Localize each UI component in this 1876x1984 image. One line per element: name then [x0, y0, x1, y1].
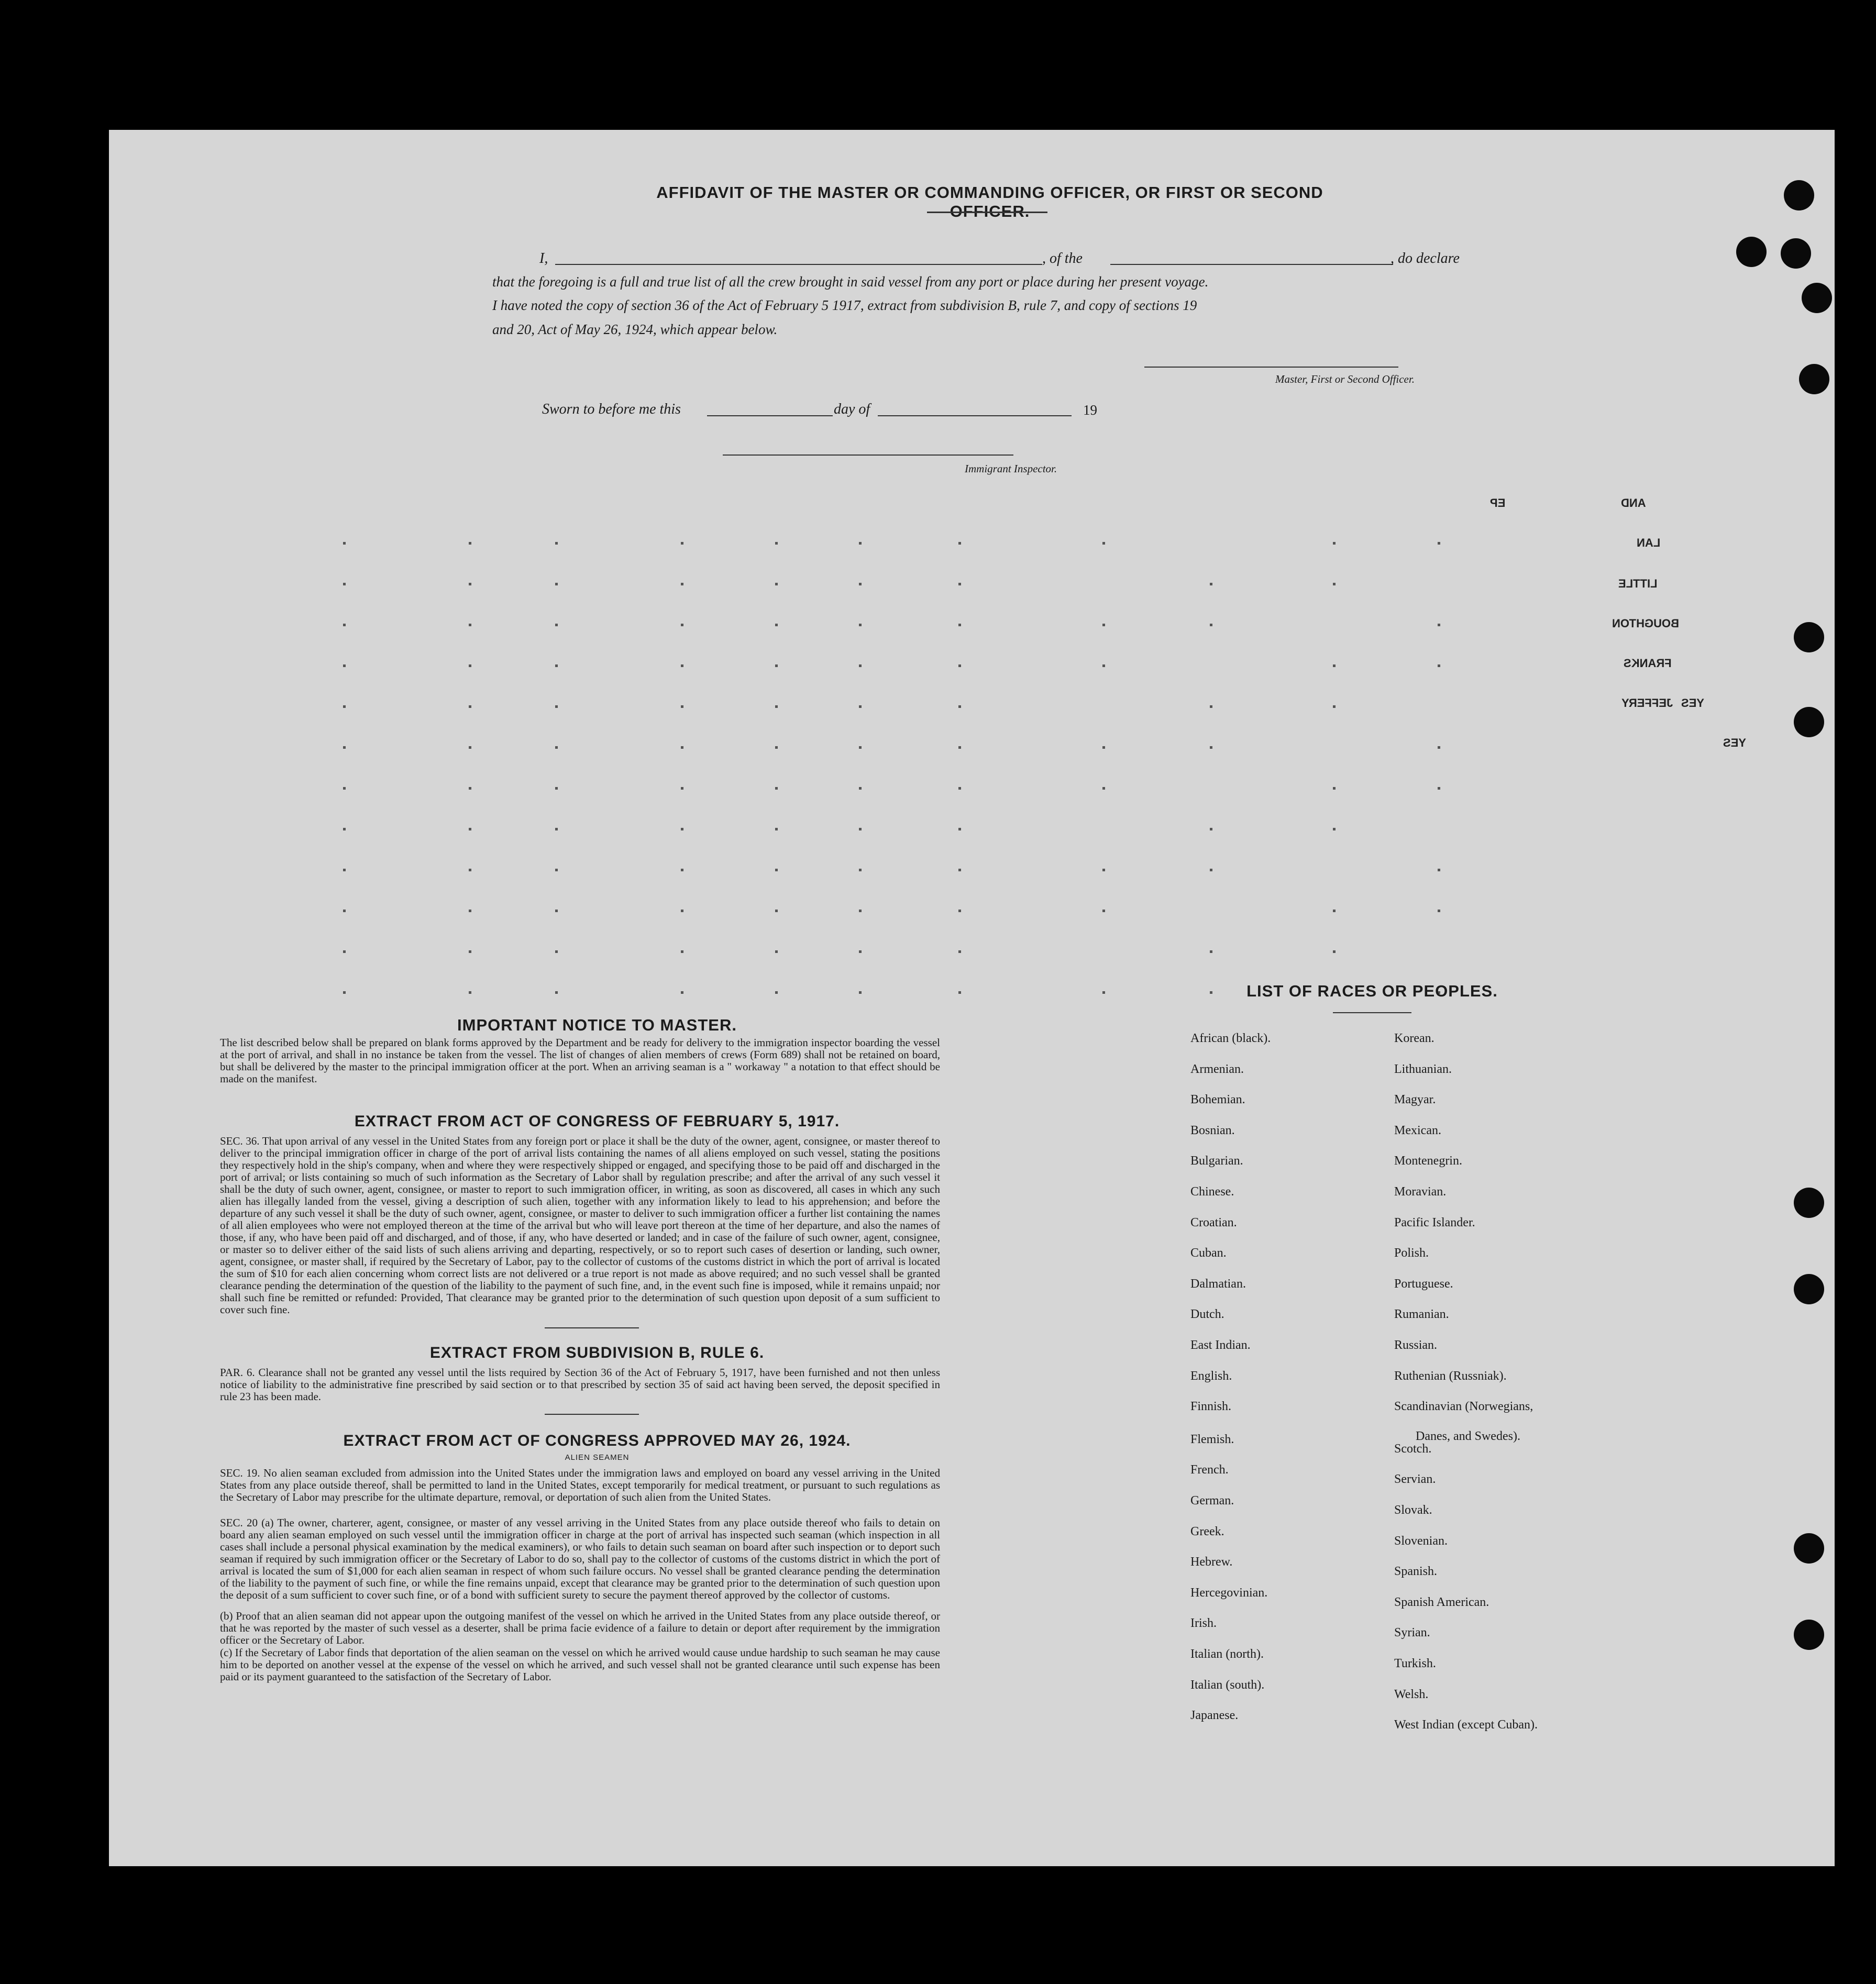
affidavit-do-declare: , do declare — [1391, 250, 1460, 267]
bleed-through-dot — [469, 542, 471, 545]
punch-hole — [1784, 180, 1814, 210]
section-divider — [545, 1414, 639, 1415]
bleed-through-dot — [1333, 583, 1336, 585]
races-title: LIST OF RACES OR PEOPLES. — [1246, 982, 1498, 1000]
race-item: Syrian. — [1394, 1626, 1430, 1639]
race-item: Bulgarian. — [1190, 1154, 1243, 1168]
race-item: Dutch. — [1190, 1307, 1224, 1321]
inspector-caption: Immigrant Inspector. — [965, 462, 1057, 475]
bleed-through-dot — [469, 869, 471, 871]
bleed-through-dot — [1333, 542, 1336, 545]
race-item: East Indian. — [1190, 1338, 1251, 1352]
bleed-through-dot — [681, 542, 683, 545]
bleed-through-dot — [1210, 950, 1212, 953]
bleed-through-dot — [1102, 664, 1105, 667]
bleed-through-dot — [775, 828, 778, 830]
bleed-through-dot — [469, 910, 471, 912]
race-item: Dalmatian. — [1190, 1277, 1246, 1291]
extract-1924-sec20a: SEC. 20 (a) The owner, charterer, agent, consignee, or master of any vessel arriving in the United States from any place outside thereof who fails to detain on board any alien seaman employed on such vessel until the immigration officer in charge at the port of arrival has inspected such seaman (which inspection in all cases shall include a personal physical examination by the medical examiners), or who fails to detain such seaman on board after such inspection or to deport such seaman if required by such immigration officer or the Secretary of Labor to do so, shall pay to the collector of customs of the customs district in which the port of arrival is located the sum of $1,000 for each alien seaman in respect of whom such failure occurs. No vessel shall be granted clearance pending the determination of the liability to the payment of such fine, or while the fine remains unpaid, except that clearance may be granted prior to the determination of such question upon the deposit of a sum sufficient to cover such fine, or of a bond with sufficient surety to secure the payment thereof approved by the collector of customs. — [220, 1516, 940, 1601]
bleed-through-word: FRANKS — [1624, 657, 1672, 670]
race-item: Irish. — [1190, 1616, 1217, 1630]
notice-title: IMPORTANT NOTICE TO MASTER. — [457, 1016, 737, 1034]
bleed-through-dot — [555, 910, 558, 912]
bleed-through-dot — [859, 869, 862, 871]
bleed-through-dot — [343, 705, 346, 708]
bleed-through-dot — [469, 664, 471, 667]
race-item: Italian (north). — [1190, 1647, 1264, 1661]
race-item: Cuban. — [1190, 1246, 1227, 1260]
punch-hole — [1799, 364, 1829, 394]
bleed-through-dot — [958, 664, 961, 667]
bleed-through-dot — [775, 991, 778, 994]
bleed-through-dot — [1210, 583, 1212, 585]
punch-hole — [1794, 707, 1824, 737]
bleed-through-dot — [958, 542, 961, 545]
punch-hole — [1794, 1620, 1824, 1650]
affidavit-line2: that the foregoing is a full and true list of all the crew brought in said vessel from any port or place during her present voyage. — [492, 274, 1209, 290]
bleed-through-dot — [1102, 910, 1105, 912]
affidavit-line3: I have noted the copy of section 36 of the Act of February 5 1917, extract from subdivision B, rule 7, and copy of sections 19 — [492, 297, 1197, 313]
bleed-through-dot — [958, 787, 961, 790]
punch-hole — [1736, 237, 1767, 267]
bleed-through-dot — [681, 991, 683, 994]
bleed-through-dot — [681, 828, 683, 830]
bleed-through-word: LAN — [1637, 536, 1661, 549]
bleed-through-dot — [469, 787, 471, 790]
race-item: Servian. — [1394, 1472, 1436, 1486]
day-of-label: day of — [834, 401, 870, 417]
bleed-through-dot — [1210, 991, 1212, 994]
title-underline — [927, 212, 1047, 213]
race-item: Spanish American. — [1394, 1595, 1489, 1609]
bleed-through-word: EP — [1490, 496, 1506, 509]
punch-hole — [1781, 238, 1811, 269]
bleed-through-dot — [555, 583, 558, 585]
bleed-through-dot — [1438, 624, 1440, 626]
bleed-through-dot — [555, 542, 558, 545]
bleed-through-dot — [469, 624, 471, 626]
bleed-through-dot — [1438, 746, 1440, 749]
bleed-through-dot — [1210, 828, 1212, 830]
bleed-through-dot — [859, 746, 862, 749]
bleed-through-dot — [775, 705, 778, 708]
sworn-label: Sworn to before me this — [542, 401, 681, 417]
bleed-through-dot — [958, 705, 961, 708]
bleed-through-dot — [343, 746, 346, 749]
bleed-through-dot — [958, 991, 961, 994]
race-item: German. — [1190, 1494, 1234, 1508]
bleed-through-dot — [775, 869, 778, 871]
race-item: Slovak. — [1394, 1503, 1432, 1517]
bleed-through-dot — [343, 950, 346, 953]
bleed-through-dot — [555, 787, 558, 790]
bleed-through-dot — [958, 828, 961, 830]
race-item: Pacific Islander. — [1394, 1216, 1475, 1229]
affidavit-of-the: , of the — [1042, 250, 1083, 267]
bleed-through-dot — [343, 910, 346, 912]
bleed-through-dot — [469, 746, 471, 749]
bleed-through-dot — [859, 828, 862, 830]
race-item: Scandinavian (Norwegians, — [1394, 1400, 1533, 1413]
race-item: Moravian. — [1394, 1185, 1447, 1199]
punch-hole — [1794, 1533, 1824, 1564]
bleed-through-dot — [1333, 705, 1336, 708]
bleed-through-dot — [958, 746, 961, 749]
bleed-through-dot — [859, 910, 862, 912]
bleed-through-dot — [859, 705, 862, 708]
bleed-through-dot — [343, 787, 346, 790]
bleed-through-dot — [859, 787, 862, 790]
race-item: French. — [1190, 1463, 1229, 1477]
affidavit-line1-i: I, — [539, 250, 548, 267]
bleed-through-dot — [1210, 705, 1212, 708]
bleed-through-dot — [343, 583, 346, 585]
extract-1924-sec19: SEC. 19. No alien seaman excluded from admission into the United States under the immigration laws and employed on board any vessel arriving in the United States from any place outside thereof, shall be permitted to land in the United States, except temporarily for medical treatment, or pursuant to such regulations as the Secretary of Labor may prescribe for the ultimate departure, removal, or deportation of such alien from the United States. — [220, 1467, 940, 1503]
bleed-through-dot — [555, 991, 558, 994]
bleed-through-word: LITTLE — [1618, 577, 1658, 590]
bleed-through-dot — [343, 828, 346, 830]
extract-1917-body: SEC. 36. That upon arrival of any vessel in the United States from any foreign port or place it shall be the duty of the owner, agent, consignee, or master thereof to deliver to the principal immigration officer in charge of the port of arrival lists containing the names of all aliens employed on such vessel, stating the positions they respectively hold in the ship's company, when and where they were respectively shipped or engaged, and specifying those to be paid off and discharged in the port of arrival; or lists containing so much of such information as the Secretary of Labor shall by regulation prescribe; and after the arrival of any such vessel it shall be the duty of such owner, agent, consignee, or master to report to such immigration officer, in writing, as soon as discovered, all cases in which any such alien has illegally landed from the vessel, giving a description of such alien, together with any information likely to lead to his apprehension; and before the departure of any such vessel it shall be the duty of such owner, agent, consignee, or master to deliver to such immigration officer a further list containing the names of all alien employees who were not employed thereon at the time of the arrival but who will leave port thereon at the time of her departure, and also the names of those, if any, who have been paid off and discharged, and of those, if any, who have deserted or landed; and in case of the failure of such owner, agent, consignee, or master so to deliver either of the said lists of such aliens arriving and departing, respectively, or so to report such cases of desertion or landing, such owner, agent, consignee, or master shall, if required by the Secretary of Labor, pay to the collector of customs of the customs district in which the port of arrival is located the sum of $10 for each alien concerning whom correct lists are not delivered or a true report is not made as above required; and no such vessel shall be granted clearance pending the determination of the question of the liability to the payment of such fine, and, in the event such fine is imposed, while it remains unpaid; nor shall such fine be remitted or refunded: Provided, That clearance may be granted prior to the determination of such question upon deposit of a sum sufficient to cover such fine. — [220, 1135, 940, 1316]
bleed-through-word: AND — [1621, 496, 1646, 509]
race-item: Hercegovinian. — [1190, 1586, 1268, 1600]
race-item: Welsh. — [1394, 1688, 1429, 1701]
race-item: African (black). — [1190, 1032, 1271, 1045]
extract-1917-title: EXTRACT FROM ACT OF CONGRESS OF FEBRUARY 5, 1917. — [354, 1113, 840, 1130]
bleed-through-dot — [681, 664, 683, 667]
race-item: Chinese. — [1190, 1185, 1234, 1199]
race-item: Russian. — [1394, 1338, 1438, 1352]
bleed-through-dot — [1102, 542, 1105, 545]
bleed-through-dot — [1438, 910, 1440, 912]
bleed-through-dot — [1102, 869, 1105, 871]
bleed-through-dot — [343, 869, 346, 871]
inspector-signature-line — [723, 455, 1013, 456]
race-item: West Indian (except Cuban). — [1394, 1718, 1538, 1732]
bleed-through-dot — [1102, 746, 1105, 749]
bleed-through-dot — [555, 624, 558, 626]
bleed-through-dot — [1210, 624, 1212, 626]
bleed-through-dot — [681, 583, 683, 585]
bleed-through-dot — [1102, 787, 1105, 790]
bleed-through-dot — [555, 705, 558, 708]
punch-hole — [1802, 283, 1832, 313]
bleed-through-dot — [469, 583, 471, 585]
bleed-through-dot — [1210, 869, 1212, 871]
bleed-through-dot — [1102, 991, 1105, 994]
race-item: Armenian. — [1190, 1062, 1244, 1076]
punch-hole — [1794, 622, 1824, 652]
bleed-through-dot — [555, 950, 558, 953]
bleed-through-dot — [469, 705, 471, 708]
bleed-through-dot — [958, 583, 961, 585]
bleed-through-dot — [1438, 869, 1440, 871]
bleed-through-dot — [681, 624, 683, 626]
bleed-through-dot — [343, 664, 346, 667]
bleed-through-dot — [1333, 910, 1336, 912]
bleed-through-dot — [859, 624, 862, 626]
bleed-through-dot — [775, 910, 778, 912]
races-underline — [1333, 1012, 1411, 1013]
bleed-through-dot — [343, 624, 346, 626]
bleed-through-dot — [1333, 950, 1336, 953]
race-item: Bohemian. — [1190, 1093, 1245, 1106]
bleed-through-dot — [1438, 542, 1440, 545]
punch-hole — [1794, 1274, 1824, 1304]
bleed-through-dot — [958, 950, 961, 953]
race-item: Hebrew. — [1190, 1555, 1233, 1569]
bleed-through-dot — [958, 624, 961, 626]
bleed-through-dot — [1102, 624, 1105, 626]
bleed-through-dot — [775, 624, 778, 626]
bleed-through-dot — [775, 787, 778, 790]
bleed-through-dot — [775, 746, 778, 749]
race-item: Rumanian. — [1394, 1307, 1449, 1321]
bleed-through-dot — [555, 664, 558, 667]
extract-1924-sec20c: (c) If the Secretary of Labor finds that deportation of the alien seaman on the vessel on which he arrived would cause undue hardship to such seaman he may cause him to be deported on another vessel at the expense of the vessel on which he arrived, and such vessel shall not be granted clearance until such expense has been paid or its payment guaranteed to the satisfaction of the Secretary of Labor. — [220, 1646, 940, 1683]
race-item: Korean. — [1394, 1032, 1434, 1045]
race-item: Scotch. — [1394, 1442, 1432, 1456]
bleed-through-dot — [681, 869, 683, 871]
sworn-month-line — [878, 415, 1072, 416]
bleed-through-dot — [859, 991, 862, 994]
extract-b-title: EXTRACT FROM SUBDIVISION B, RULE 6. — [429, 1344, 765, 1361]
bleed-through-dot — [1210, 746, 1212, 749]
extract-1924-subtitle: ALIEN SEAMEN — [565, 1453, 630, 1462]
bleed-through-dot — [681, 910, 683, 912]
bleed-through-dot — [775, 950, 778, 953]
extract-b-body: PAR. 6. Clearance shall not be granted any vessel until the lists required by Section 36 of the Act of February 5, 1917, have been furnished and not then unless notice of liability to the administrative fine prescribed by said section or to that prescribed by section 35 of said act having been served, the deposit specified in rule 23 has been made. — [220, 1366, 940, 1403]
bleed-through-dot — [555, 746, 558, 749]
notice-body: The list described below shall be prepared on blank forms approved by the Department and be ready for delivery to the immigration inspector boarding the vessel at the port of arrival, and shall in no instance be taken from the vessel. The list of changes of alien members of crews (Form 689) shall not be retained on board, but shall be delivered by the master to the principal immigration officer at the port. When an arriving seaman is a " workaway " a notation to that effect should be made on the manifest. — [220, 1036, 940, 1085]
bleed-through-word: JEFFERY — [1621, 696, 1673, 710]
bleed-through-dot — [1438, 664, 1440, 667]
extract-1924-title: EXTRACT FROM ACT OF CONGRESS APPROVED MAY 26, 1924. — [343, 1432, 851, 1449]
race-item: Greek. — [1190, 1525, 1224, 1538]
bleed-through-dot — [343, 542, 346, 545]
bleed-through-word: BOUGHTON — [1612, 617, 1679, 630]
bleed-through-dot — [681, 787, 683, 790]
race-item: Portuguese. — [1394, 1277, 1453, 1291]
bleed-through-dot — [775, 583, 778, 585]
section-divider — [545, 1327, 639, 1328]
race-item: English. — [1190, 1369, 1232, 1383]
bleed-through-dot — [1333, 787, 1336, 790]
affidavit-line4: and 20, Act of May 26, 1924, which appear below. — [492, 322, 778, 337]
affidavit-title: AFFIDAVIT OF THE MASTER OR COMMANDING OFFICER, OR FIRST OR SECOND OFFICER. — [656, 183, 1323, 220]
bleed-through-dot — [681, 746, 683, 749]
name-field-line — [555, 264, 1042, 265]
race-item: Montenegrin. — [1394, 1154, 1462, 1168]
race-item: Italian (south). — [1190, 1678, 1265, 1692]
bleed-through-dot — [469, 828, 471, 830]
race-item: Japanese. — [1190, 1709, 1239, 1722]
race-item: Magyar. — [1394, 1093, 1436, 1106]
race-item: Ruthenian (Russniak). — [1394, 1369, 1507, 1383]
sworn-year: 19 — [1083, 402, 1097, 418]
race-item: Finnish. — [1190, 1400, 1232, 1413]
bleed-through-dot — [469, 991, 471, 994]
race-item: Slovenian. — [1394, 1534, 1448, 1548]
race-item: Bosnian. — [1190, 1124, 1235, 1137]
race-item: Croatian. — [1190, 1216, 1237, 1229]
bleed-through-dot — [859, 583, 862, 585]
race-item: Polish. — [1394, 1246, 1429, 1260]
bleed-through-word: YES — [1681, 696, 1705, 710]
bleed-through-dot — [1333, 664, 1336, 667]
bleed-through-dot — [775, 664, 778, 667]
bleed-through-dot — [958, 910, 961, 912]
bleed-through-word: YES — [1723, 736, 1747, 749]
bleed-through-dot — [775, 542, 778, 545]
master-caption: Master, First or Second Officer. — [1275, 373, 1415, 385]
bleed-through-dot — [958, 869, 961, 871]
bleed-through-dot — [859, 542, 862, 545]
bleed-through-dot — [681, 705, 683, 708]
bleed-through-dot — [1438, 787, 1440, 790]
sworn-day-line — [707, 415, 833, 416]
bleed-through-dot — [859, 950, 862, 953]
bleed-through-dot — [859, 664, 862, 667]
race-item: Turkish. — [1394, 1657, 1436, 1670]
bleed-through-dot — [681, 950, 683, 953]
race-item: Danes, and Swedes). — [1416, 1429, 1520, 1443]
bleed-through-dot — [469, 950, 471, 953]
race-item: Mexican. — [1394, 1124, 1441, 1137]
bleed-through-dot — [343, 991, 346, 994]
bleed-through-dot — [1333, 828, 1336, 830]
master-signature-line — [1144, 367, 1398, 368]
vessel-field-line — [1110, 264, 1393, 265]
extract-1924-sec20b: (b) Proof that an alien seaman did not appear upon the outgoing manifest of the vessel on which he arrived in the United States from any place outside thereof, or that he was reported by the master of such vessel as a deserter, shall be prima facie evidence of a failure to detain or deport after requirement by the immigration officer or the Secretary of Labor. — [220, 1610, 940, 1646]
bleed-through-dot — [555, 869, 558, 871]
race-item: Spanish. — [1394, 1565, 1438, 1578]
race-item: Flemish. — [1190, 1433, 1234, 1446]
race-item: Lithuanian. — [1394, 1062, 1452, 1076]
form-sheet — [109, 130, 1835, 1866]
bleed-through-dot — [555, 828, 558, 830]
punch-hole — [1794, 1188, 1824, 1218]
